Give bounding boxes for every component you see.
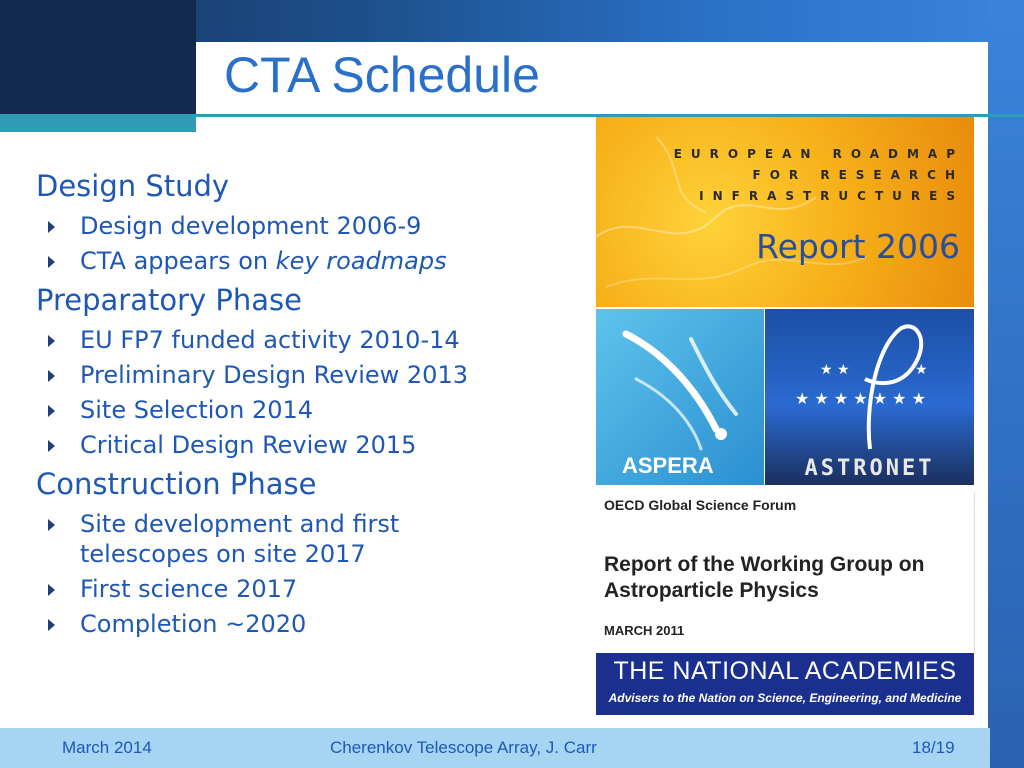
slide-footer xyxy=(0,728,990,768)
slide-title: CTA Schedule xyxy=(224,47,540,103)
preparatory-phase-list xyxy=(36,325,576,460)
bullet-arrow-icon xyxy=(48,335,55,347)
bullet-arrow-icon xyxy=(48,405,55,417)
svg-text:★ ★: ★ ★ xyxy=(820,362,850,378)
list-item: CTA appears on key roadmaps xyxy=(36,246,576,276)
oecd-report-cover xyxy=(596,492,975,652)
roadmap-heading: EUROPEAN ROADMAP FOR RESEARCH INFRASTRUCTURES xyxy=(673,147,964,203)
bullet-arrow-icon xyxy=(48,221,55,233)
teal-accent-bar xyxy=(0,114,196,132)
aspera-logo xyxy=(596,309,764,485)
bullet-arrow-icon xyxy=(48,619,55,631)
oecd-report-date: MARCH 2011 xyxy=(604,623,685,638)
svg-text:★ ★ ★ ★ ★ ★ ★: ★ ★ ★ ★ ★ ★ ★ xyxy=(795,389,926,408)
design-study-list xyxy=(36,211,576,276)
bullet-arrow-icon xyxy=(48,519,55,531)
section-heading-construction-phase: Construction Phase xyxy=(36,467,317,501)
list-item: First science 2017 xyxy=(36,574,576,604)
list-item: Design development 2006-9 xyxy=(36,211,576,241)
astronet-label: ASTRONET xyxy=(804,456,935,481)
svg-text:★: ★ xyxy=(915,362,928,378)
footer-presentation-title: Cherenkov Telescope Array, J. Carr xyxy=(330,738,597,757)
bullet-arrow-icon xyxy=(48,584,55,596)
astronet-logo xyxy=(765,309,974,485)
section-heading-design-study: Design Study xyxy=(36,169,230,203)
bullet-arrow-icon xyxy=(48,370,55,382)
list-item: Preliminary Design Review 2013 xyxy=(36,360,576,390)
oecd-forum-name: OECD Global Science Forum xyxy=(604,497,797,513)
national-academies-tagline: Advisers to the Nation on Science, Engineering, and Medicine xyxy=(608,691,962,705)
header-corner-block xyxy=(0,0,196,116)
list-item: Critical Design Review 2015 xyxy=(36,430,576,460)
list-item: Site Selection 2014 xyxy=(36,395,576,425)
bullet-arrow-icon xyxy=(48,256,55,268)
schedule-content xyxy=(36,166,576,643)
list-item: EU FP7 funded activity 2010-14 xyxy=(36,325,576,355)
oecd-report-title: Report of the Working Group on Astroparticle Physics xyxy=(604,553,925,602)
construction-phase-list xyxy=(36,509,576,639)
footer-date: March 2014 xyxy=(62,738,152,757)
footer-page-number: 18/19 xyxy=(912,738,955,757)
list-item: Site development and first telescopes on site 2017 xyxy=(36,509,520,569)
roadmap-report-image xyxy=(596,117,974,307)
aspera-label: ASPERA xyxy=(622,453,714,478)
national-academies-logo xyxy=(596,653,974,715)
list-item: Completion ~2020 xyxy=(36,609,576,639)
bullet-arrow-icon xyxy=(48,440,55,452)
report-year: Report 2006 xyxy=(756,227,960,266)
national-academies-name: THE NATIONAL ACADEMIES xyxy=(613,657,957,685)
section-heading-preparatory-phase: Preparatory Phase xyxy=(36,283,302,317)
